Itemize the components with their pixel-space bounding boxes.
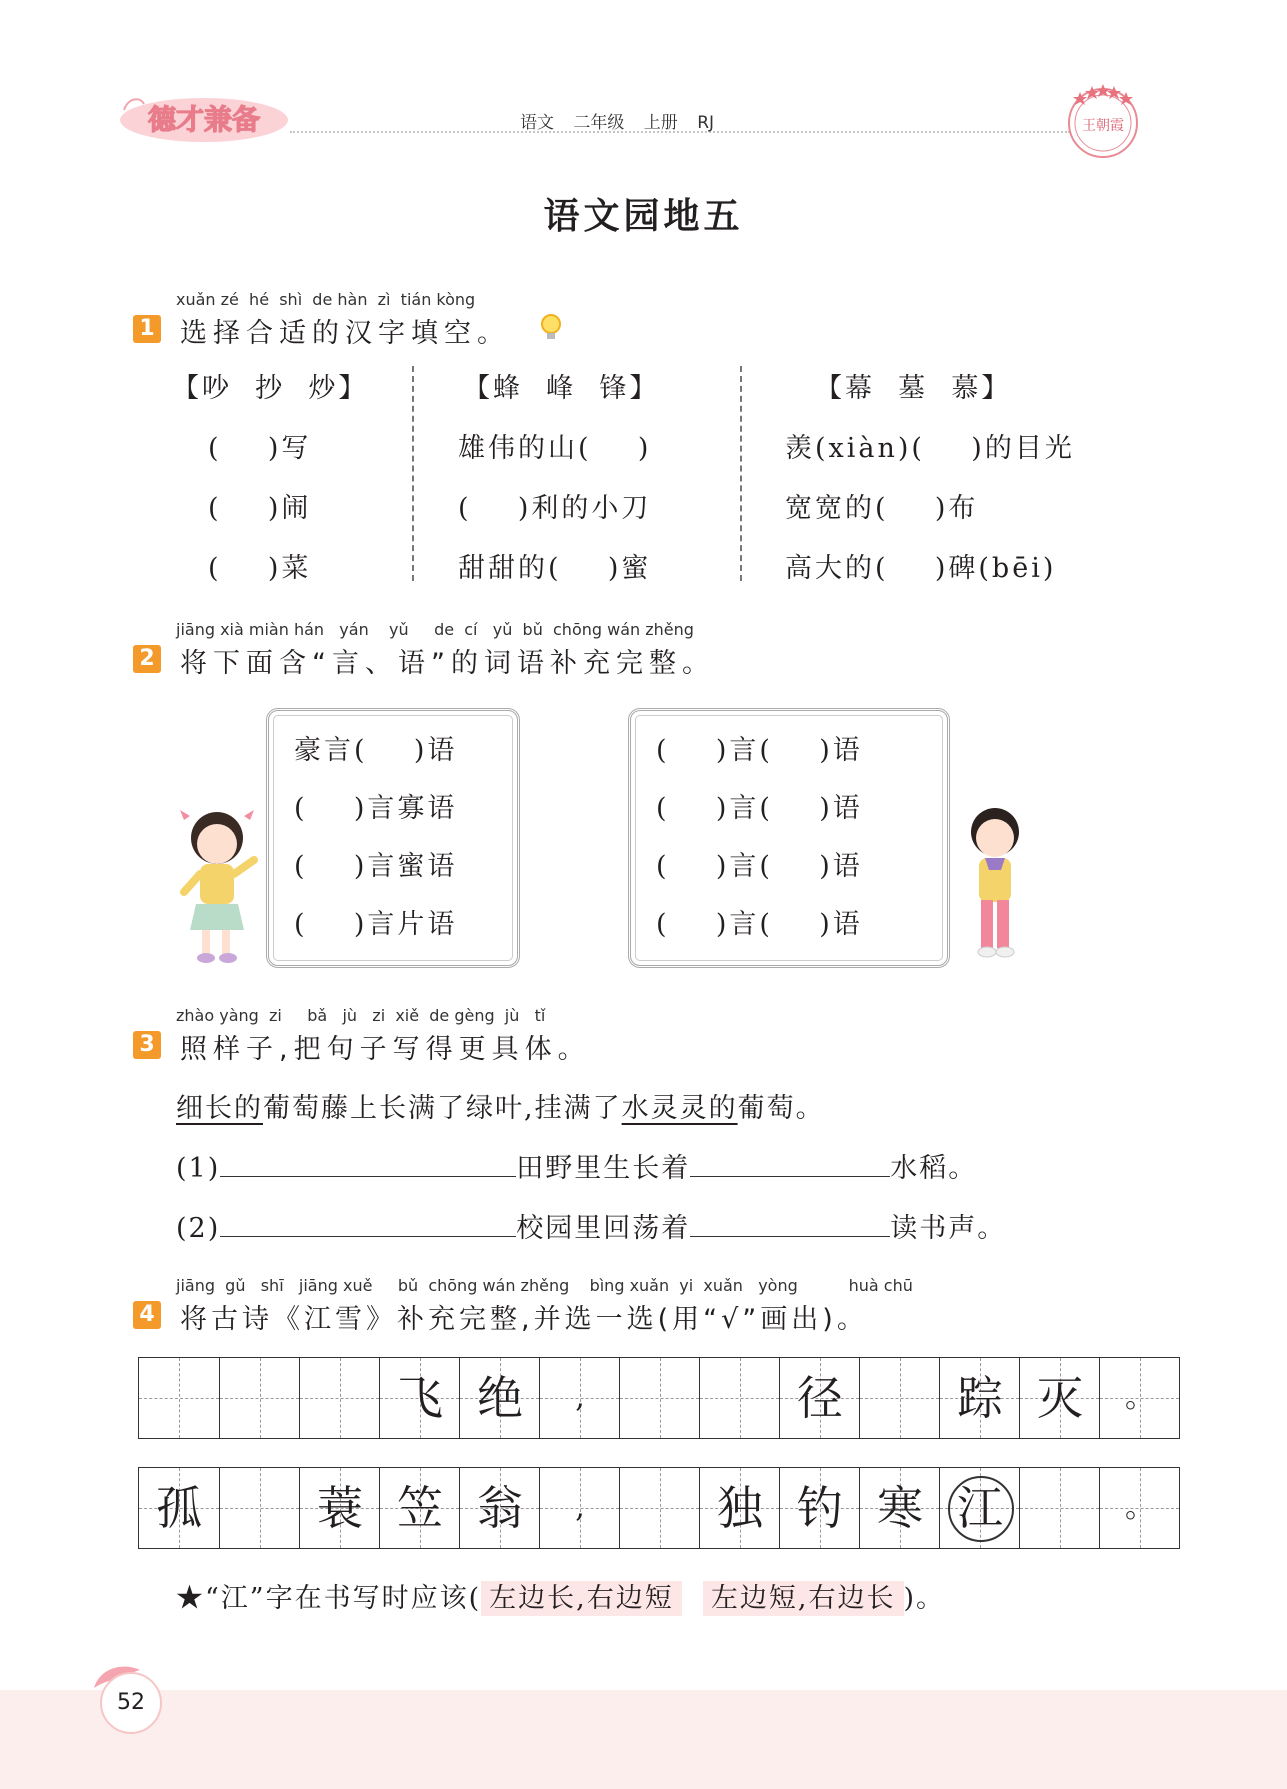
poem-grid-cell[interactable] [859,1358,939,1438]
page-number: 52 [100,1672,162,1734]
example-underlined: 水灵灵的 [621,1093,738,1124]
option-left-long[interactable]: 左边长,右边短 [481,1581,682,1616]
poem-character: 独 [717,1481,763,1535]
answer-blank[interactable] [220,1150,516,1177]
poem-character [139,1358,219,1438]
poem-character: 踪 [957,1371,1003,1425]
poem-character [220,1358,300,1438]
poem-character: 绝 [477,1371,523,1425]
q2-right-item: ( )言( )语 [656,793,863,824]
poem-character: 飞 [397,1371,443,1425]
poem-character: 孤 [156,1481,202,1535]
poem-grid-cell [779,1468,859,1548]
q1-number: 1 [133,315,161,343]
q2-pinyin: jiāng xià miàn hán yán yǔ de cí yǔ bǔ chōng wán zhěng [176,620,694,639]
brand-logo [118,92,290,142]
poem-character [300,1358,380,1438]
poem-grid-cell [139,1468,219,1548]
poem-grid-cell [539,1358,619,1438]
q4-number: 4 [133,1301,161,1329]
q1-group2-item: ( )利的小刀 [458,493,652,524]
poem-character: 笠 [397,1481,443,1535]
seal-text: 王朝霞 [1082,118,1124,134]
poem-grid-cell [539,1468,619,1548]
q3-number: 3 [133,1031,161,1059]
q1-group1-item: ( )闹 [208,493,312,524]
poem-character: 。 [1125,1490,1155,1525]
column-divider [412,366,414,581]
q2-left-item: ( )言蜜语 [294,851,458,882]
header-meta: 语文 二年级 上册 RJ [520,113,715,133]
girl-illustration [172,800,262,970]
column-divider [740,366,742,581]
q4-prompt: 将古诗《江雪》补充完整,并选一选(用“√”画出)。 [180,1304,868,1335]
q1-group1-item: ( )菜 [208,553,312,584]
poem-grid-cell [1099,1468,1179,1548]
q2-right-item: ( )言( )语 [656,851,863,882]
poem-character [620,1468,700,1548]
poem-grid-cell[interactable] [219,1358,299,1438]
poem-character: , [575,1380,585,1415]
q1-pinyin: xuǎn zé hé shì de hàn zì tián kòng [176,290,476,309]
q2-right-item: ( )言( )语 [656,735,863,766]
poem-character [700,1358,780,1438]
answer-blank[interactable] [690,1150,890,1177]
poem-character: , [575,1490,585,1525]
q1-prompt: 选择合适的汉字填空。 [180,318,510,349]
poem-grid-cell [939,1358,1019,1438]
poem-grid-cell [459,1468,539,1548]
poem-character [620,1358,700,1438]
lightbulb-icon [538,312,564,342]
logo-text: 德才兼备 [147,103,261,136]
poem-grid-cell [379,1358,459,1438]
q1-group3-item: 宽宽的( )布 [785,493,979,524]
q3-prompt: 照样子,把句子写得更具体。 [180,1034,591,1065]
q2-number: 2 [133,645,161,673]
q3-line: (2) 校园里回荡着 读书声。 [176,1206,1006,1245]
poem-character: 寒 [877,1481,923,1535]
poem-grid-cell[interactable] [139,1358,219,1438]
q1-group3-head: 【幕 墓 慕】 [815,373,1012,404]
poem-character: 灭 [1037,1371,1083,1425]
poem-grid-cell [1099,1358,1179,1438]
poem-grid-cell [939,1468,1019,1548]
poem-grid-cell [379,1468,459,1548]
poem-character: 蓑 [317,1481,363,1535]
author-seal [1062,80,1144,162]
page-title: 语文园地五 [543,196,744,237]
boy-illustration [955,796,1035,968]
poem-grid-cell [459,1358,539,1438]
answer-blank[interactable] [690,1210,890,1237]
poem-grid-cell[interactable] [219,1468,299,1548]
footer-band [0,1690,1287,1789]
poem-character [1020,1468,1100,1548]
q1-group1-item: ( )写 [208,433,312,464]
poem-grid-cell [299,1468,379,1548]
poem-character [860,1358,940,1438]
poem-character: 钓 [797,1481,843,1535]
q4-pinyin: jiāng gǔ shī jiāng xuě bǔ chōng wán zhěng bìng xuǎn yi xuǎn yòng huà chū [176,1276,913,1295]
poem-character: 。 [1125,1380,1155,1415]
q3-line: (1) 田野里生长着 水稻。 [176,1146,977,1185]
q1-group2-head: 【蜂 峰 锋】 [463,373,660,404]
poem-grid-row2 [138,1467,1180,1549]
q4-note: ★“江”字在书写时应该( 左边长,右边短 左边短,右边长 )。 [176,1583,946,1614]
poem-grid-row1 [138,1357,1180,1439]
q2-left-item: ( )言片语 [294,909,458,940]
q1-group1-head: 【吵 抄 炒】 [172,373,369,404]
q1-group2-item: 甜甜的( )蜜 [458,553,652,584]
q2-right-item: ( )言( )语 [656,909,863,940]
poem-grid-cell[interactable] [619,1468,699,1548]
poem-grid-cell [779,1358,859,1438]
example-underlined: 细长的 [176,1093,263,1124]
q1-group2-item: 雄伟的山( ) [458,433,652,464]
q3-example: 细长的葡萄藤上长满了绿叶,挂满了水灵灵的葡萄。 [176,1093,825,1124]
poem-character: 江 [957,1481,1003,1535]
poem-grid-cell [1019,1358,1099,1438]
q1-group3-item: 高大的( )碑(bēi) [785,553,1057,584]
answer-blank[interactable] [220,1210,516,1237]
q3-pinyin: zhào yàng zi bǎ jù zi xiě de gèng jù tǐ [176,1006,546,1025]
poem-grid-cell[interactable] [699,1358,779,1438]
poem-grid-cell [859,1468,939,1548]
q1-group3-item: 羡(xiàn)( )的目光 [785,433,1075,464]
poem-grid-cell[interactable] [619,1358,699,1438]
q2-left-item: 豪言( )语 [294,735,458,766]
poem-grid-cell [699,1468,779,1548]
poem-grid-cell[interactable] [1019,1468,1099,1548]
poem-character [220,1468,300,1548]
poem-grid-cell[interactable] [299,1358,379,1438]
option-left-short[interactable]: 左边短,右边长 [703,1581,904,1616]
poem-character: 翁 [477,1481,523,1535]
q2-prompt: 将下面含“言、语”的词语补充完整。 [180,648,715,679]
q2-left-item: ( )言寡语 [294,793,458,824]
poem-character: 径 [797,1371,843,1425]
